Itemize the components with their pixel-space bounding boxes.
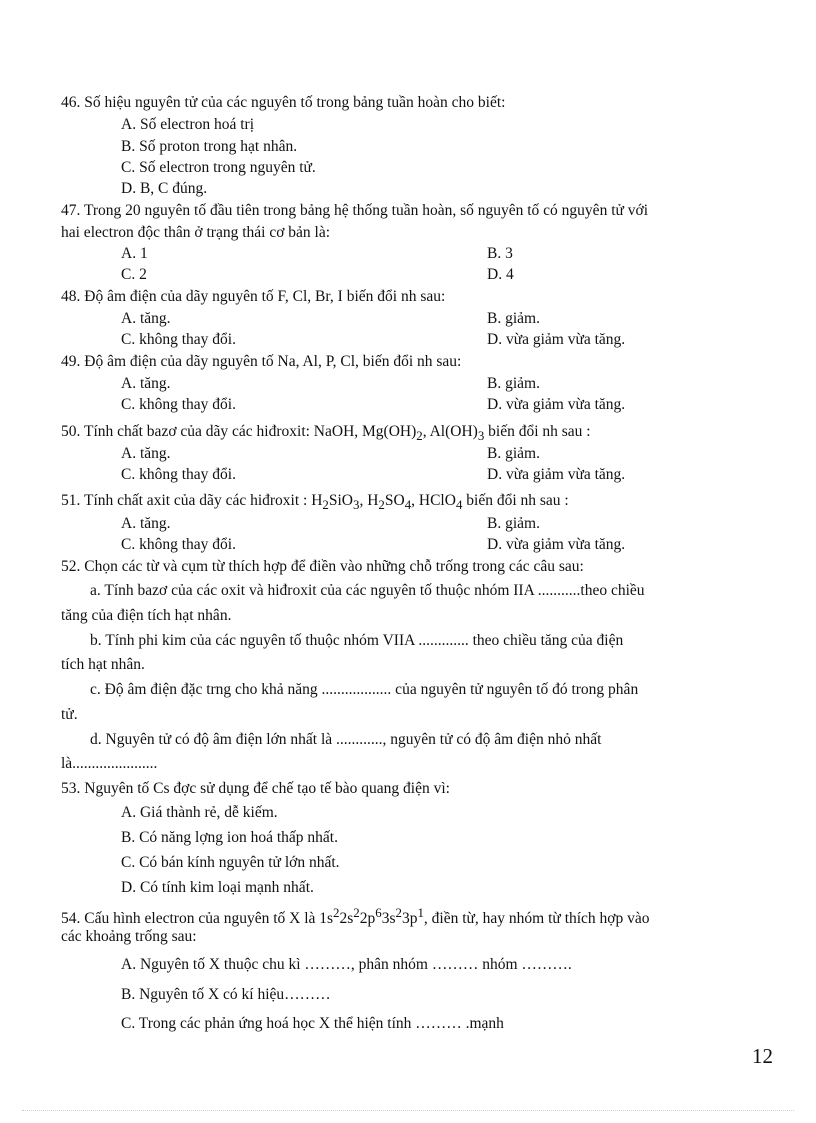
option-49-c: C. không thay đổi. xyxy=(121,396,236,413)
option-49-b: B. giảm. xyxy=(487,375,540,392)
item-52-a-line2: tăng của điện tích hạt nhân. xyxy=(61,607,232,624)
option-46-a: A. Số electron hoá trị xyxy=(121,116,255,133)
option-51-d: D. vừa giảm vừa tăng. xyxy=(487,536,626,553)
item-54-a: A. Nguyên tố X thuộc chu kì ………, phân nhóm ……… nhóm ………. xyxy=(121,956,572,973)
item-54-b: B. Nguyên tố X có kí hiệu……… xyxy=(121,986,331,1003)
item-54-c: C. Trong các phản ứng hoá học X thể hiện tính ……… .mạnh xyxy=(121,1015,504,1032)
question-48: 48. Độ âm điện của dãy nguyên tố F, Cl, Br, I biến đổi nh sau: xyxy=(61,288,446,305)
question-50: 50. Tính chất bazơ của dãy các hiđroxit: NaOH, $Mg(OH)_2$, $Al(OH)_3$ biến đổi nh sau : xyxy=(61,423,591,444)
footer-divider xyxy=(22,1110,794,1111)
option-47-d: D. 4 xyxy=(487,266,514,283)
item-52-c-line1: c. Độ âm điện đặc trng cho khả năng .................. của nguyên tử nguyên tố đó trong phân xyxy=(90,681,639,698)
option-48-b: B. giảm. xyxy=(487,310,540,327)
option-49-d: D. vừa giảm vừa tăng. xyxy=(487,396,626,413)
item-52-d-line2: là...................... xyxy=(61,755,158,772)
question-46: 46. Số hiệu nguyên tử của các nguyên tố trong bảng tuần hoàn cho biết: xyxy=(61,94,506,111)
option-53-b: B. Có năng lợng ion hoá thấp nhất. xyxy=(121,829,338,846)
question-52: 52. Chọn các từ và cụm từ thích hợp để điền vào những chỗ trống trong các câu sau: xyxy=(61,558,584,575)
option-51-a: A. tăng. xyxy=(121,515,171,532)
page-number: 12 xyxy=(752,1044,773,1068)
item-52-b-line2: tích hạt nhân. xyxy=(61,656,145,673)
option-48-c: C. không thay đổi. xyxy=(121,331,236,348)
option-46-b: B. Số proton trong hạt nhân. xyxy=(121,138,298,155)
option-48-a: A. tăng. xyxy=(121,310,171,327)
option-51-b: B. giảm. xyxy=(487,515,540,532)
option-47-b: B. 3 xyxy=(487,245,513,262)
question-49: 49. Độ âm điện của dãy nguyên tố Na, Al, P, Cl, biến đổi nh sau: xyxy=(61,353,462,370)
option-46-c: C. Số electron trong nguyên tử. xyxy=(121,159,316,176)
option-50-a: A. tăng. xyxy=(121,445,171,462)
question-47-line2: hai electron độc thân ở trạng thái cơ bản là: xyxy=(61,224,331,241)
question-53: 53. Nguyên tố Cs đợc sử dụng để chế tạo tế bào quang điện vì: xyxy=(61,780,450,797)
question-51: 51. Tính chất axit của dãy các hiđroxit : $H_2SiO_3$, $H_2SO_4$, HClO$_4$ biến đổi nh sau : xyxy=(61,492,569,513)
item-52-b-line1: b. Tính phi kim của các nguyên tố thuộc nhóm VIIA ............. theo chiều tăng của điện xyxy=(90,632,624,649)
option-50-c: C. không thay đổi. xyxy=(121,466,236,483)
option-47-a: A. 1 xyxy=(121,245,148,262)
option-47-c: C. 2 xyxy=(121,266,147,283)
option-50-d: D. vừa giảm vừa tăng. xyxy=(487,466,626,483)
option-46-d: D. B, C đúng. xyxy=(121,180,208,197)
question-47-line1: 47. Trong 20 nguyên tố đầu tiên trong bảng hệ thống tuần hoàn, số nguyên tố có nguyên tử với xyxy=(61,202,649,219)
option-48-d: D. vừa giảm vừa tăng. xyxy=(487,331,626,348)
option-53-d: D. Có tính kim loại mạnh nhất. xyxy=(121,879,314,896)
option-53-a: A. Giá thành rẻ, dễ kiếm. xyxy=(121,804,278,821)
item-52-c-line2: tử. xyxy=(61,706,78,723)
option-53-c: C. Có bán kính nguyên tử lớn nhất. xyxy=(121,854,340,871)
question-54-line1: 54. Cấu hình electron của nguyên tố X là $1s^22s^22p^63s^23p^1$, điền từ, hay nhóm từ thích hợp vào xyxy=(61,905,650,928)
option-50-b: B. giảm. xyxy=(487,445,540,462)
question-54-line2: các khoảng trống sau: xyxy=(61,928,197,945)
item-52-a-line1: a. Tính bazơ của các oxit và hiđroxit của các nguyên tố thuộc nhóm IIA ...........theo chiều xyxy=(90,582,645,599)
item-52-d-line1: d. Nguyên tử có độ âm điện lớn nhất là ............, nguyên tử có độ âm điện nhỏ nhất xyxy=(90,731,602,748)
option-49-a: A. tăng. xyxy=(121,375,171,392)
option-51-c: C. không thay đổi. xyxy=(121,536,236,553)
